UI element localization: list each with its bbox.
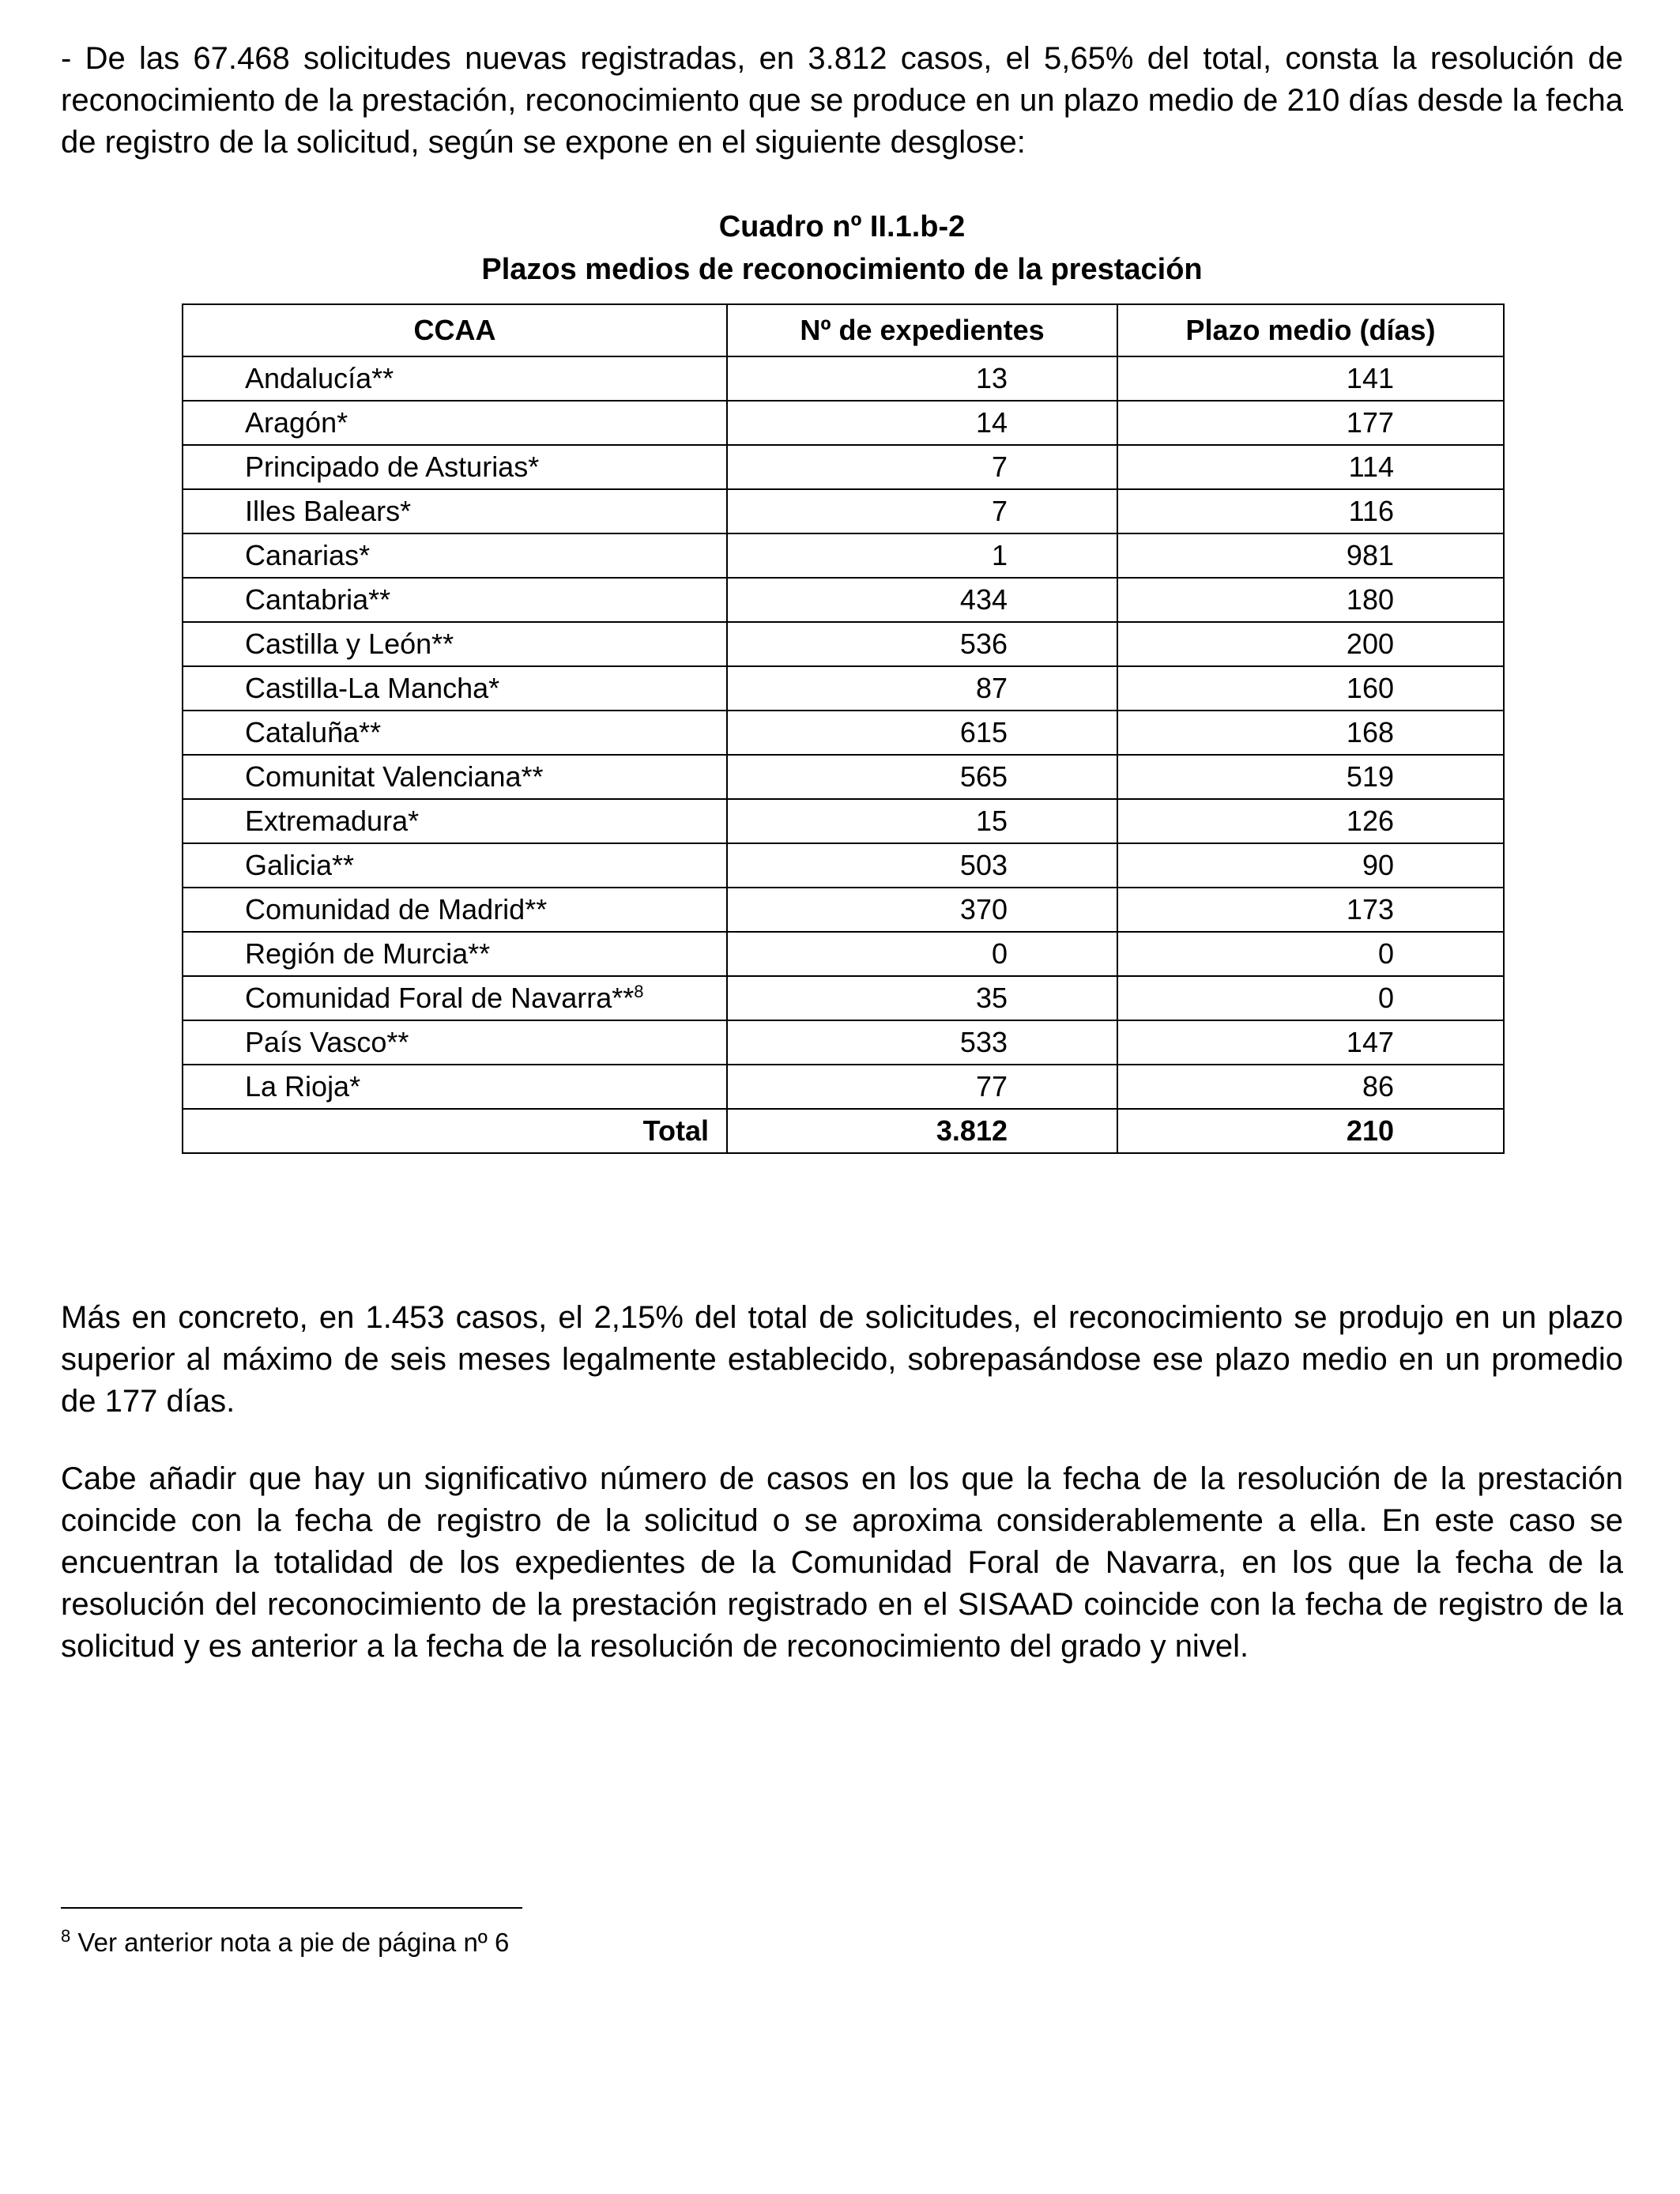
cell-expedientes: 35: [727, 976, 1117, 1020]
cell-plazo: 180: [1117, 578, 1504, 622]
table-row: [183, 578, 1504, 622]
paragraph-3: Cabe añadir que hay un significativo número de casos en los que la fecha de la resolución de la prestación coincide con la fecha de registro de la solicitud o se aproxima considerablemente a ella. En este caso se encuentran la totalidad de los expedientes de la Comunidad Foral de Navarra, en los que la fecha de la resolución del reconocimiento de la prestación registrado en el SISAAD coincide con la fecha de registro de la solicitud y es anterior a la fecha de la resolución de reconocimiento del grado y nivel.: [61, 1461, 1623, 1664]
table-row: [183, 356, 1504, 401]
cell-ccaa: La Rioja*: [183, 1065, 727, 1109]
header-expedientes: Nº de expedientes: [727, 304, 1117, 356]
cell-ccaa: Cataluña**: [183, 711, 727, 755]
table-row: [183, 755, 1504, 799]
table-row: [183, 843, 1504, 888]
cell-expedientes: 1: [727, 533, 1117, 578]
cell-expedientes: 565: [727, 755, 1117, 799]
footnote-text: Ver anterior nota a pie de página nº 6: [77, 1928, 510, 1957]
cell-expedientes: 13: [727, 356, 1117, 401]
cell-expedientes: 7: [727, 445, 1117, 489]
cell-ccaa: Castilla-La Mancha*: [183, 666, 727, 711]
cell-plazo: 114: [1117, 445, 1504, 489]
cell-plazo: 519: [1117, 755, 1504, 799]
table-row: [183, 1065, 1504, 1109]
footnote-marker: 8: [61, 1926, 71, 1946]
cell-expedientes: 615: [727, 711, 1117, 755]
paragraph-2: Más en concreto, en 1.453 casos, el 2,15% del total de solicitudes, el reconocimiento se produjo en un plazo superior al máximo de seis meses legalmente establecido, sobrepasándose ese plazo medio en un promedio de 177 días.: [61, 1300, 1623, 1419]
table-row: [183, 533, 1504, 578]
intro-paragraph: - De las 67.468 solicitudes nuevas registradas, en 3.812 casos, el 5,65% del total, consta la resolución de reconocimiento de la prestación, reconocimiento que se produce en un plazo medio de 210 días desde la fecha de registro de la solicitud, según se expone en el siguiente desglose:: [61, 41, 1623, 160]
footnote-reference[interactable]: 8: [634, 982, 644, 1001]
cell-ccaa: [183, 976, 727, 1020]
cell-plazo: 981: [1117, 533, 1504, 578]
cell-expedientes: 533: [727, 1020, 1117, 1065]
cell-plazo: 126: [1117, 799, 1504, 843]
cell-ccaa: Illes Balears*: [183, 489, 727, 533]
table-title: Plazos medios de reconocimiento de la prestación: [481, 253, 1203, 286]
total-label: Total: [183, 1109, 727, 1153]
cell-expedientes: 77: [727, 1065, 1117, 1109]
cell-plazo: 177: [1117, 401, 1504, 445]
cell-ccaa: Comunitat Valenciana**: [183, 755, 727, 799]
header-plazo: Plazo medio (días): [1117, 304, 1504, 356]
cell-plazo: 173: [1117, 888, 1504, 932]
cell-ccaa: Andalucía**: [183, 356, 727, 401]
cell-plazo: 200: [1117, 622, 1504, 666]
table-row: [183, 932, 1504, 976]
cell-plazo: 116: [1117, 489, 1504, 533]
table-header-row: [183, 304, 1504, 356]
cell-expedientes: 7: [727, 489, 1117, 533]
cell-expedientes: 0: [727, 932, 1117, 976]
footnote-divider: [61, 1907, 522, 1909]
cell-ccaa: Principado de Asturias*: [183, 445, 727, 489]
cell-plazo: 0: [1117, 976, 1504, 1020]
cell-plazo: 86: [1117, 1065, 1504, 1109]
cell-expedientes: 434: [727, 578, 1117, 622]
cell-ccaa: Extremadura*: [183, 799, 727, 843]
cell-ccaa: Castilla y León**: [183, 622, 727, 666]
cell-ccaa: Galicia**: [183, 843, 727, 888]
total-plazo: 210: [1117, 1109, 1504, 1153]
table-row: [183, 976, 1504, 1020]
cell-ccaa: Aragón*: [183, 401, 727, 445]
total-expedientes: 3.812: [727, 1109, 1117, 1153]
cell-plazo: 168: [1117, 711, 1504, 755]
cell-plazo: 141: [1117, 356, 1504, 401]
data-table: [182, 303, 1505, 1154]
cell-ccaa-text: Comunidad Foral de Navarra**: [245, 982, 635, 1014]
cell-expedientes: 536: [727, 622, 1117, 666]
table-row: [183, 445, 1504, 489]
cell-plazo: 160: [1117, 666, 1504, 711]
table-row: [183, 1020, 1504, 1065]
cell-expedientes: 503: [727, 843, 1117, 888]
table-row: [183, 799, 1504, 843]
header-ccaa: CCAA: [183, 304, 727, 356]
cell-ccaa: País Vasco**: [183, 1020, 727, 1065]
table-row: [183, 666, 1504, 711]
cell-ccaa: Cantabria**: [183, 578, 727, 622]
table-row: [183, 622, 1504, 666]
cell-plazo: 90: [1117, 843, 1504, 888]
cell-plazo: 0: [1117, 932, 1504, 976]
cell-expedientes: 87: [727, 666, 1117, 711]
cell-expedientes: 14: [727, 401, 1117, 445]
cell-ccaa: Canarias*: [183, 533, 727, 578]
cell-plazo: 147: [1117, 1020, 1504, 1065]
table-row: [183, 489, 1504, 533]
document-page: [61, 38, 1623, 1957]
table-total-row: [183, 1109, 1504, 1153]
table-caption: [61, 205, 1623, 291]
cell-expedientes: 15: [727, 799, 1117, 843]
cell-ccaa: Región de Murcia**: [183, 932, 727, 976]
table-number: Cuadro nº II.1.b-2: [718, 210, 966, 243]
table-row: [183, 401, 1504, 445]
footnote: [61, 1925, 509, 1960]
cell-expedientes: 370: [727, 888, 1117, 932]
cell-ccaa: Comunidad de Madrid**: [183, 888, 727, 932]
table-row: [183, 888, 1504, 932]
table-row: [183, 711, 1504, 755]
